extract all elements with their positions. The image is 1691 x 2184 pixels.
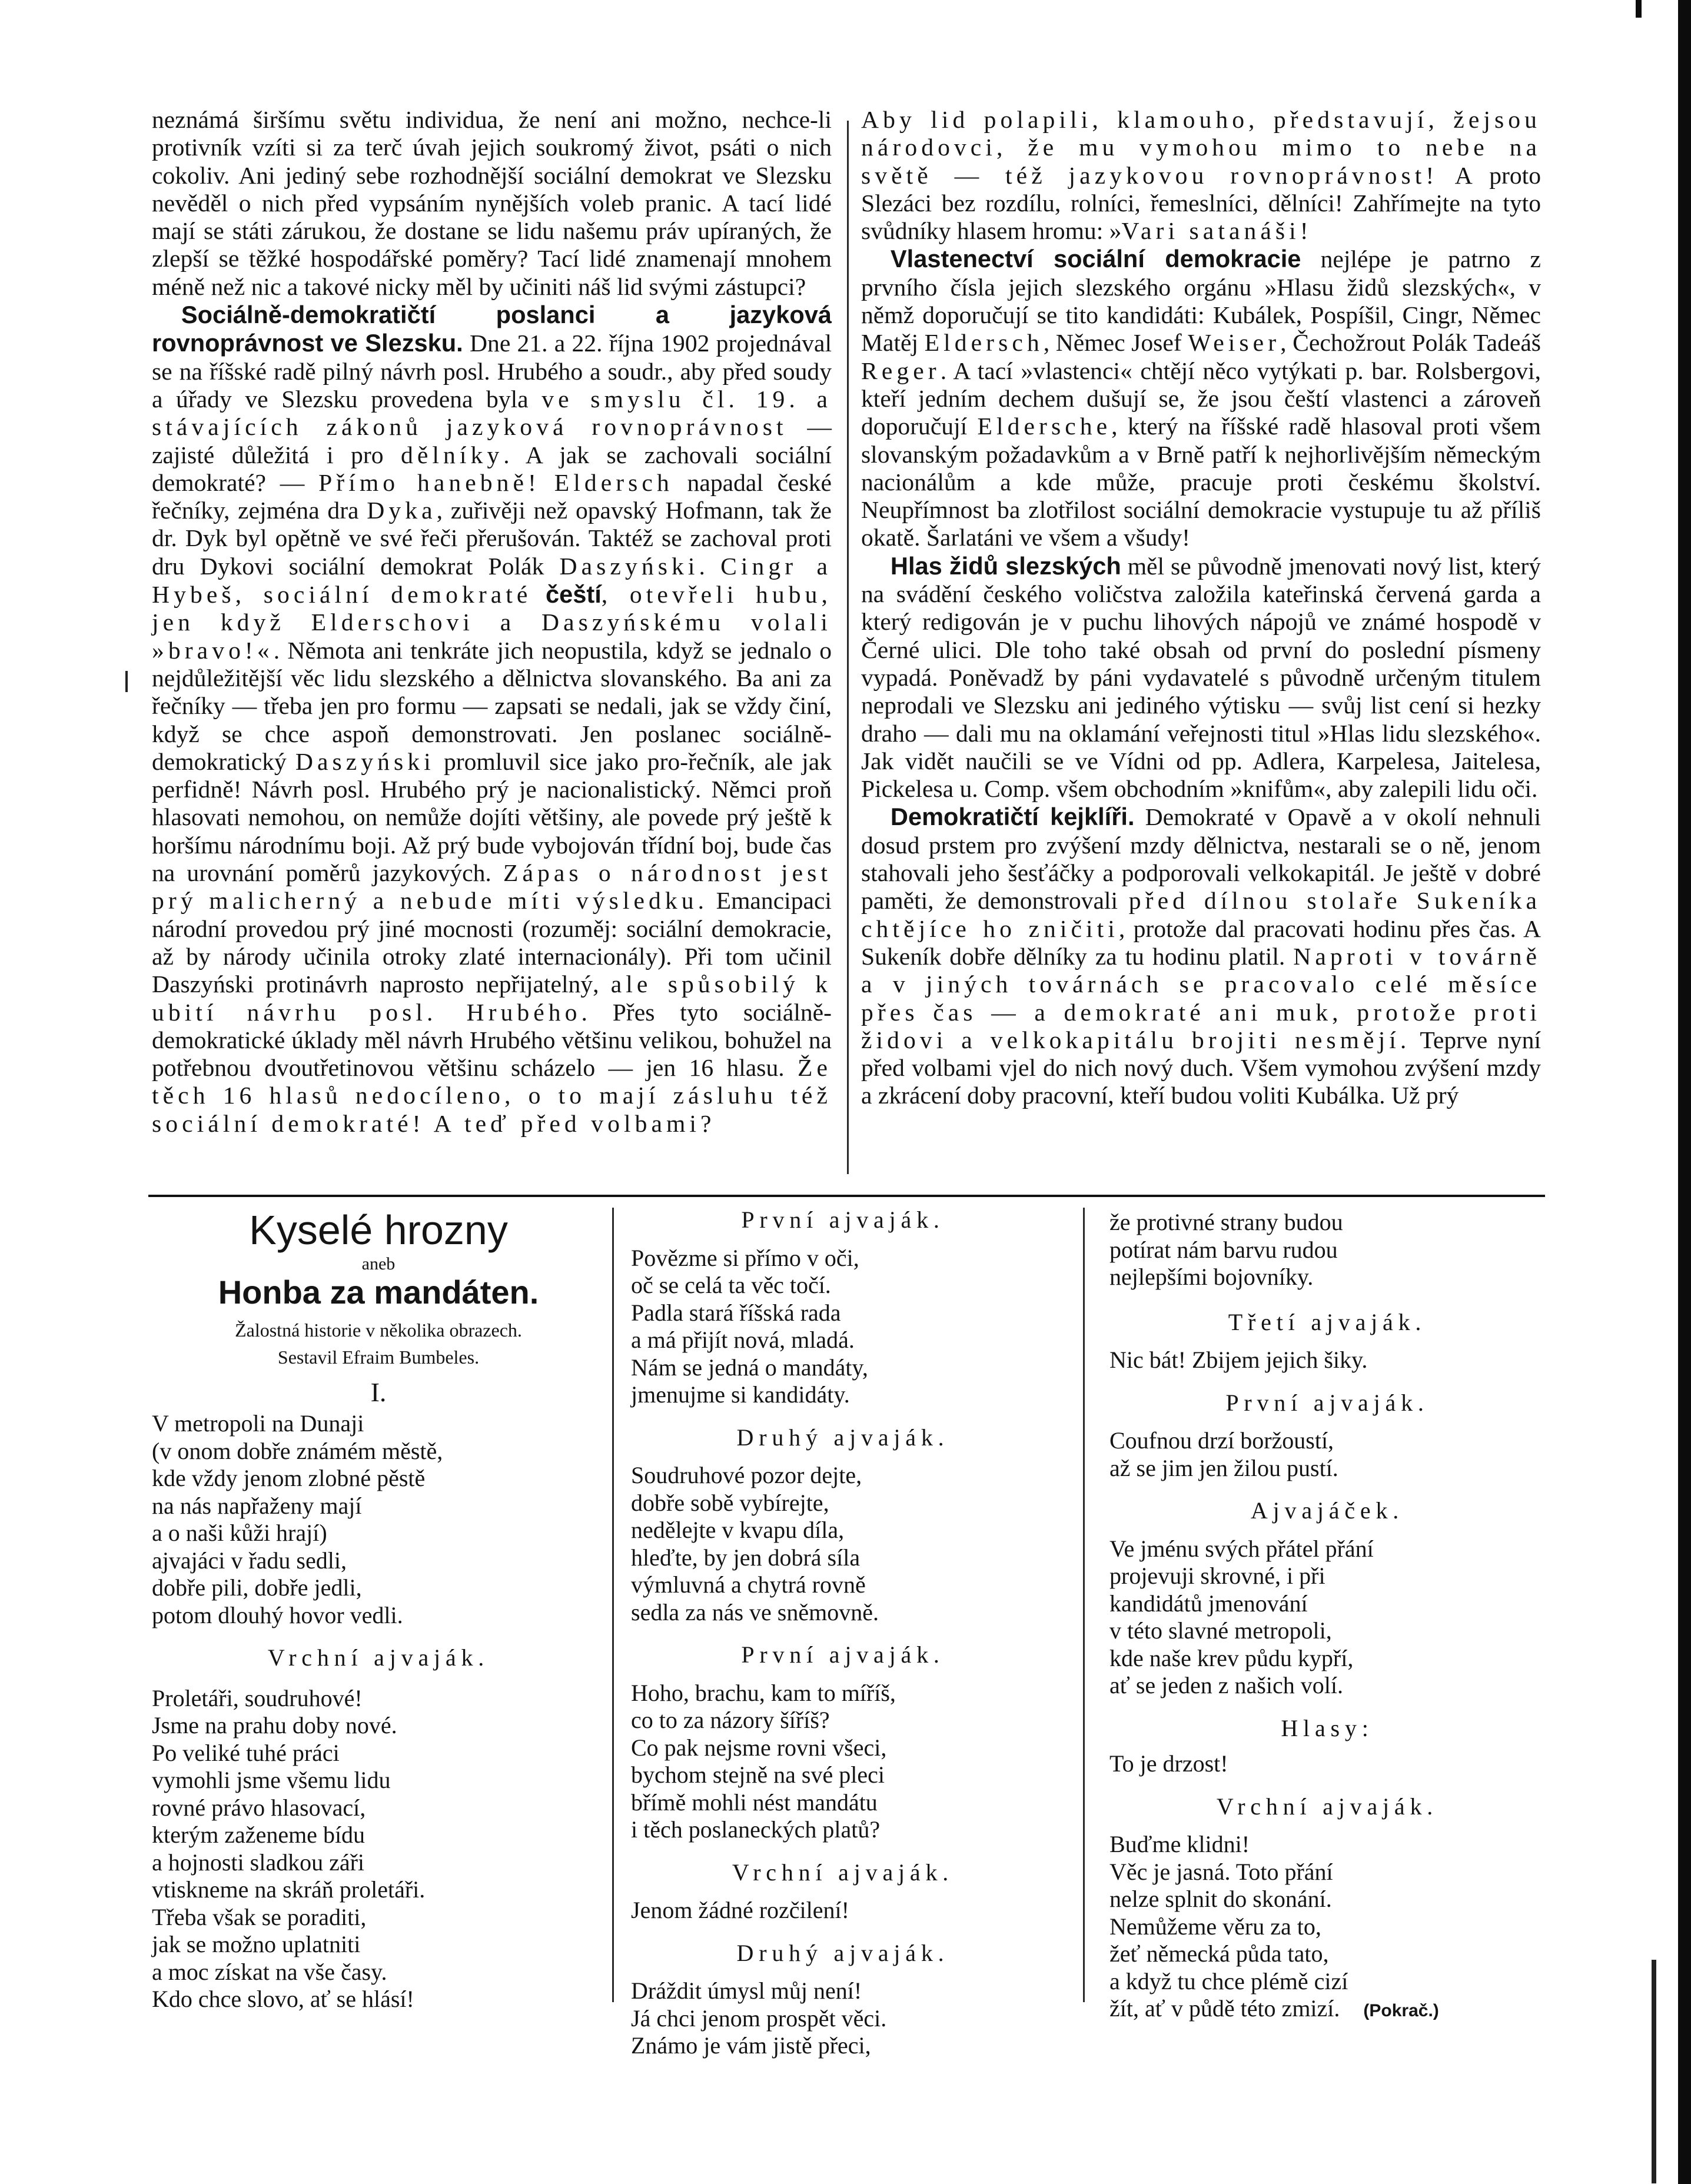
verse-line: co to za názory šíříš? <box>631 1707 830 1733</box>
verse-line: ajvajáci v řadu sedli, <box>152 1547 347 1574</box>
poem-title: Kyselé hrozny <box>249 1207 508 1253</box>
verse-line: břímě mohli nést mandátu <box>631 1789 878 1816</box>
article-right-column <box>861 106 1541 1110</box>
speaker-name: První ajvaják. <box>741 1641 945 1668</box>
stanza <box>1109 1347 1545 1374</box>
verse-line: potírat nám barvu rudou <box>1109 1236 1338 1263</box>
speaker-name: Třetí ajvaják. <box>1228 1308 1427 1335</box>
verse-line: kde vždy jenom zlobné pěstě <box>152 1465 426 1491</box>
verse-line: žeť německá půda tato, <box>1109 1940 1329 1967</box>
verse-line: Nic bát! Zbijem jejich šiky. <box>1109 1347 1368 1373</box>
paragraph: Hlas židů slezských měl se původně jmenovati nový list, který na svádění českého voličstva založila kateřinská červená garda a který redigován je v puchu lihových nápojů ve známé hospodě v Černé ulici. Dle toho také obsah od první do poslední písmeny vypadá. Poněvadž by páni vydavatelé s původně určeným titulem neprodali ve Slezsku ani jediného výtisku — svůj list cení si hezky draho — dali mu na oklamání veřejnosti titul »Hlas lidu slezského«. Jak vidět naučili se ve Vídni od pp. Adlera, Karpelesa, Jaitelesa, Pickelesa u. Comp. všem obchodním »knifům«, aby zalepili lidu oči. <box>861 551 1541 803</box>
page-edge <box>1678 0 1691 2184</box>
verse-line: Padla stará říšská rada <box>631 1299 841 1326</box>
stanza <box>631 1462 1055 1626</box>
article-left-column <box>152 106 832 1138</box>
verse-line: a hojnosti sladkou záři <box>152 1849 365 1876</box>
verse-line: vtiskneme na skráň proletáři. <box>152 1876 426 1903</box>
speaker-name: Hlasy: <box>1281 1714 1374 1741</box>
verse-line: Coufnou drzí boržoustí, <box>1109 1427 1334 1454</box>
verse-line: žít, ať v půdě této zmizí. (Pokrač.) <box>1109 1995 1439 2022</box>
column-divider <box>847 121 849 1174</box>
verse-line: vymohli jsme všemu lidu <box>152 1767 391 1793</box>
verse-line: oč se celá ta věc točí. <box>631 1272 831 1298</box>
speaker-name: Vrchní ajvaják. <box>1216 1793 1438 1820</box>
speaker-name: První ajvaják. <box>1225 1389 1429 1416</box>
verse-line: kandidátů jmenování <box>1109 1590 1308 1617</box>
verse-line: dobře sobě vybírejte, <box>631 1489 829 1516</box>
verse-line: a o naši kůži hrají) <box>152 1520 327 1546</box>
poem-column-divider <box>612 1208 614 2002</box>
verse-line: Známo je vám jistě přeci, <box>631 2032 871 2059</box>
verse-line: potom dlouhý hovor vedli. <box>152 1601 403 1628</box>
verse-line: kterým zaženeme bídu <box>152 1821 366 1848</box>
verse-line: Soudruhové pozor dejte, <box>631 1462 862 1488</box>
section-heading: Vlastenectví sociální demokracie <box>890 245 1301 273</box>
verse-line: Nám se jedná o mandáty, <box>631 1354 868 1381</box>
section-divider <box>148 1195 1545 1197</box>
margin-mark <box>125 671 128 692</box>
verse-line: Proletáři, soudruhové! <box>152 1684 363 1711</box>
verse-line: a moc získat na vše časy. <box>152 1958 387 1985</box>
verse-line: v této slavné metropoli, <box>1109 1617 1332 1644</box>
poem-column-3 <box>1109 1206 1545 2025</box>
verse-line: nejlepšími bojovníky. <box>1109 1264 1314 1290</box>
speaker-name: Druhý ajvaják. <box>736 1424 949 1451</box>
poem-subtitle: Honba za mandáten. <box>218 1274 539 1311</box>
verse-line: Ve jménu svých přátel přání <box>1109 1535 1374 1562</box>
paragraph: Demokratičtí kejklíři. Demokraté v Opavě a v okolí nehnuli dosud prstem pro zvýšení mzdy dělnictva, nestarali se o ně, jenom stahovali jeho šesťáčky a podporovali velkokapitál. Je ještě v dobré paměti, že demonstrovali před dílnou stolaře Sukeníka chtějíce ho zničiti, protože dal pracovati hodinu přes čas. A Sukeník dobře dělníky za tu hodinu platil. Naproti v továrně a v jiných továrnách se pracovalo celé měsíce přes čas — a demokraté ani muk, protože proti židovi a velkokapitálu brojiti nesmějí. Teprve nyní před volbami vjel do nich nový duch. Všem vymohou zvýšení mzdy a zkrácení doby pracovní, kteří budou voliti Kubálka. Už prý <box>861 803 1541 1109</box>
verse-line: Kdo chce slovo, ať se hlásí! <box>152 1986 414 2012</box>
verse-line: nelze splnit do skonání. <box>1109 1886 1332 1912</box>
verse-line: V metropoli na Dunaji <box>152 1410 364 1437</box>
stanza <box>631 1680 1055 1844</box>
verse-line: sedla za nás ve sněmovně. <box>631 1598 879 1625</box>
section-heading: Sociálně-demokratičtí poslanci a jazyková rovnoprávnost ve Slezsku. <box>152 301 832 357</box>
continued-note: (Pokrač.) <box>1363 2001 1439 2020</box>
verse-line: Nemůžeme věru za to, <box>1109 1913 1321 1940</box>
verse-line: výmluvná a chytrá rovně <box>631 1571 866 1598</box>
verse-line: Jsme na prahu doby nové. <box>152 1712 397 1738</box>
speaker-name: Vrchní ajvaják. <box>267 1644 490 1671</box>
verse-line: i těch poslaneckých platů? <box>631 1816 881 1843</box>
paragraph: Vlastenectví sociální demokracie nejlépe je patrno z prvního čísla jejich slezského orgánu »Hlasu židů slezských«, v němž doporučují se tito kandidáti: Kubálek, Pospíšil, Cingr, Němec Matěj Eldersch, Němec Josef Weiser, Čechožrout Polák Tadeáš Reger. A tací »vlastenci« chtějí něco vytýkati p. bar. Rolsbergovi, kteří jedním dechem dušují se, že jsou čeští vlastenci a zároveň doporučují Eldersche, který na říšské radě hlasoval proti všem slovanským požadavkům a v Brně patří k nejhorlivějším německým nacionálům a kde může, pracuje proti českému školství. Neupřímnost ba zlotřilost sociální demokracie vystupuje tu až příliš okatě. Šarlatáni ve všem a všudy! <box>861 245 1541 551</box>
verse-line: a má přijít nová, mladá. <box>631 1327 855 1353</box>
stanza <box>1109 1427 1545 1482</box>
verse-line: To je drzost! <box>1109 1750 1228 1777</box>
stanza <box>1109 1750 1545 1778</box>
poem-column-2 <box>631 1206 1055 2060</box>
verse-line: rovné právo hlasovací, <box>152 1794 366 1821</box>
speaker-name: Ajvajáček. <box>1250 1497 1404 1524</box>
verse-line: Jenom žádné rozčilení! <box>631 1897 849 1923</box>
verse-line: Já chci jenom prospět věci. <box>631 2005 887 2032</box>
stanza <box>1109 1831 1545 2025</box>
speaker-name: Vrchní ajvaják. <box>732 1859 954 1886</box>
poem-author: Sestavil Efraim Bumbeles. <box>277 1347 480 1368</box>
stanza <box>152 1410 605 1629</box>
verse-line: kde naše krev půdu kypří, <box>1109 1644 1354 1671</box>
stanza <box>631 1897 1055 1924</box>
speaker-name: První ajvaják. <box>741 1206 945 1233</box>
paragraph: neznámá širšímu světu individua, že není ani možno, nechce-li protivník vzíti si za terč úvah jejich soukromý život, psáti o nich cokoliv. Ani jediný sebe rozhodnější sociální demokrat ve Slezsku nevěděl o nich před vypsáním nynějších voleb pranic. A tací lidé mají se státi zárukou, že dostane se lidu našemu práv upíraných, že zlepší se těžké hospodářské poměry? Tací lidé znamenají mnohem méně než nic a takové nicky měl by učiniti náš lid svými zástupci? <box>152 106 832 300</box>
poem-aneb: aneb <box>361 1254 396 1274</box>
poem-column-1 <box>152 1206 605 2013</box>
verse-line: (v onom dobře známém městě, <box>152 1437 443 1464</box>
verse-line: jak se možno uplatniti <box>152 1931 361 1957</box>
verse-line: Třeba však se poraditi, <box>152 1903 367 1930</box>
stanza <box>631 1245 1055 1409</box>
verse-line: Po veliké tuhé práci <box>152 1739 340 1766</box>
verse-line: Buďme klidni! <box>1109 1831 1250 1857</box>
paragraph: Sociálně-demokratičtí poslanci a jazyková rovnoprávnost ve Slezsku. Dne 21. a 22. října 1902 projednával se na říšské radě pilný návrh posl. Hrubého a soudr., aby před soudy a úřady ve Slezsku provedena byla ve smyslu čl. 19. a stávajících zákonů jazyková rovnoprávnost — zajisté důležitá i pro dělníky. A jak se zachovali sociální demokraté? — Přímo hanebně! Eldersch napadal české řečníky, zejména dra Dyka, zuřivěji než opavský Hofmann, tak že dr. Dyk byl opětně ve své řeči přerušován. Taktéž se zachoval proti dru Dykovi sociální demokrat Polák Daszyński. Cingr a Hybeš, sociální demokraté čeští, otevřeli hubu, jen když Elderschovi a Daszyńskému volali »bravo!«. Němota ani tenkráte jich neopustila, když se jednalo o nejdůležitější věc lidu slezského a dělnictva slovanského. Ba ani za řečníky — třeba jen pro formu — zapsati se nedali, jak se vždy činí, když se chce aspoň demonstrovati. Jen poslanec sociálně-demokratický Daszyński promluvil sice jako pro-řečník, ale jak perfidně! Návrh posl. Hrubého prý je nacionalistický. Němci proň hlasovati nemohou, on nemůže dojíti většiny, ale povede prý ještě k horšímu národnímu boji. Až prý bude vybojován třídní boj, bude čas na urovnání poměrů jazykových. Zápas o národnost jest prý malicherný a nebude míti výsledku. Emancipaci národní provedou prý jiné mocnosti (rozuměj: sociální demokracie, až by národy učinila otroky zlaté internacionály). Při tom učinil Daszyński protinávrh naprosto nepřijatelný, ale spůsobilý k ubití návrhu posl. Hrubého. Přes tyto sociálně-demokratické úklady měl návrh Hrubého většinu velikou, bohužel na potřebnou dvoutřetinovou většinu scházelo — jen 16 hlasu. Že těch 16 hlasů nedocíleno, o to mají zásluhu též sociální demokraté! A teď před volbami? <box>152 301 832 1137</box>
verse-line: hleďte, by jen dobrá síla <box>631 1544 861 1571</box>
stanza <box>1109 1209 1545 1291</box>
stanza <box>631 1977 1055 2060</box>
verse-line: bychom stejně na své pleci <box>631 1761 885 1788</box>
section-heading: Hlas židů slezských <box>890 551 1121 580</box>
verse-line: že protivné strany budou <box>1109 1209 1343 1235</box>
verse-line: projevuji skrovné, i při <box>1109 1563 1325 1589</box>
verse-line: dobře pili, dobře jedli, <box>152 1574 362 1601</box>
verse-line: nedělejte v kvapu díla, <box>631 1517 845 1543</box>
poem-description: Žalostná historie v několika obrazech. <box>235 1319 522 1341</box>
section-heading: Demokratičtí kejklíři. <box>890 803 1135 831</box>
speaker-name: Druhý ajvaják. <box>736 1939 949 1966</box>
verse-line: Povězme si přímo v oči, <box>631 1244 859 1271</box>
verse-line: Dráždit úmysl můj není! <box>631 1977 862 2004</box>
poem-column-divider <box>1083 1208 1085 2002</box>
verse-line: až se jim jen žilou pustí. <box>1109 1454 1338 1481</box>
stanza <box>152 1685 605 2013</box>
verse-line: na nás napřaženy mají <box>152 1492 362 1519</box>
edge-stub <box>1636 0 1642 18</box>
paragraph: Aby lid polapili, klamouho, představují, žejsou národovci, že mu vymohou mimo to nebe na světě — též jazykovou rovnoprávnost! A proto Slezáci bez rozdílu, rolníci, řemeslníci, dělníci! Zahřímejte na tyto svůdníky hlasem hromu: »Vari satanáši! <box>861 106 1541 245</box>
verse-line: Co pak nejsme rovni všeci, <box>631 1734 887 1761</box>
verse-line: a když tu chce plémě cizí <box>1109 1967 1348 1994</box>
stanza <box>1109 1535 1545 1700</box>
poem-section-number: I. <box>370 1377 387 1407</box>
verse-line: ať se jeden z našich volí. <box>1109 1672 1343 1698</box>
paper-fold <box>1652 1960 1656 2183</box>
verse-line: Věc je jasná. Toto přání <box>1109 1858 1333 1885</box>
verse-line: jmenujme si kandidáty. <box>631 1381 850 1408</box>
verse-line: Hoho, brachu, kam to míříš, <box>631 1679 896 1706</box>
